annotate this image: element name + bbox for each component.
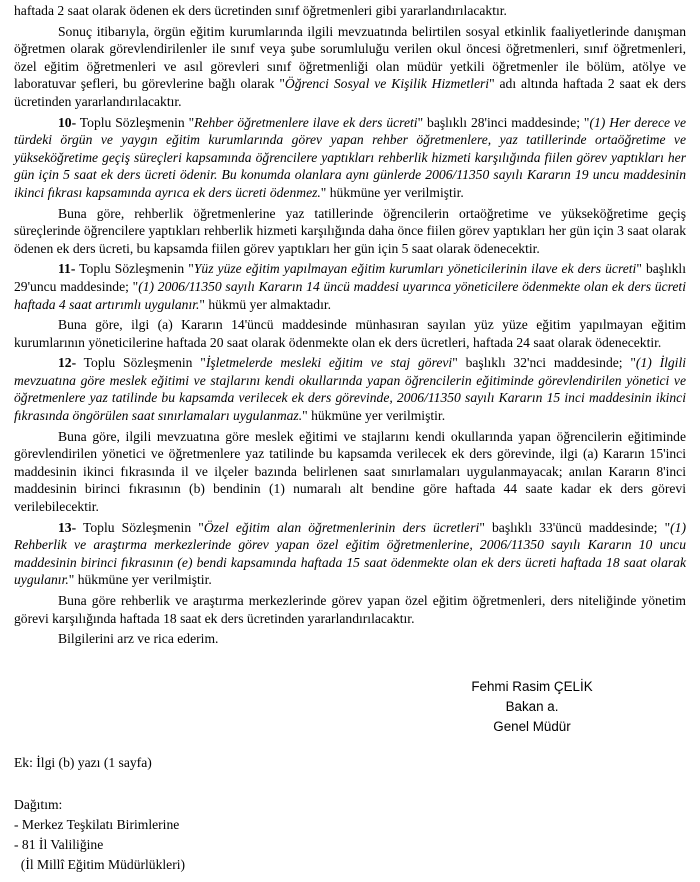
distribution-item: - Merkez Teşkilatı Birimlerine	[14, 817, 180, 832]
paragraph-item-10	[14, 114, 686, 202]
closing-line: Bilgilerini arz ve rica ederim.	[58, 631, 219, 647]
distribution-item: - 81 İl Valiliğine	[14, 837, 104, 852]
paragraph-text: " başlıklı 32'nci maddesinde; "	[452, 355, 636, 371]
paragraph-text: " hükmüne yer verilmiştir.	[320, 184, 464, 200]
paragraph-text: " hükmü yer almaktadır.	[199, 296, 332, 312]
signatory-title: Bakan a.	[505, 699, 559, 714]
italic-title: Özel eğitim alan öğretmenlerinin ders ücretleri	[203, 519, 480, 535]
italic-quote: (1) İlgili mevzuatına göre meslek eğitimi ve stajlarını kendi okullarında yapan öğrencilerin eğitiminde görevlendirilen yönetici ve öğretmenlere yaz tatilinde bu kapsamda verilecek ek ders görevinde, 2006/11350 sayılı Kararın 15 inci maddesinin ikinci fıkrasında öngörülen saat sınırlamaları uygulanmaz.	[14, 355, 687, 424]
item-number: 11-	[58, 261, 76, 277]
paragraph-text: Toplu Sözleşmenin "	[76, 355, 206, 371]
paragraph-text: Toplu Sözleşmenin "	[76, 519, 204, 535]
paragraph-text: " başlıklı 33'üncü maddesinde; "	[479, 519, 671, 535]
italic-quote: (1) Rehberlik ve araştırma merkezlerinde görev yapan özel eğitim öğretmenlerine, 2006/11350 sayılı Kararın 10 uncu maddesinin birinci fıkrasının (e) bendi kapsamında haftada 15 saat ödenmekte olan ek ders ücreti haftada 18 saat olarak uygulanır.	[14, 519, 686, 588]
paragraph-explanation: Buna göre, rehberlik öğretmenlerine yaz tatillerinde öğrencilerin ortaöğretime ve yükseköğretime geçiş süreçlerinde öğrencilere yaptıkları rehberlik hizmeti karşılığında daha önce fiilen görev yaptıkları her gün için 3 saat olarak ödenen ek ders ücreti, bu kapsamda fiilen görev yaptıkları her gün için 5 saat olarak ödenecektir.	[14, 205, 686, 256]
italic-title: Rehber öğretmenlere ilave ek ders ücreti	[194, 114, 418, 130]
italic-title: Yüz yüze eğitim yapılmayan eğitim kurumları yöneticilerinin ilave ek ders ücreti	[193, 261, 637, 277]
paragraph-explanation: Buna göre rehberlik ve araştırma merkezlerinde görev yapan özel eğitim öğretmenleri, ders niteliğinde yönetim görevi karşılığında haftada 18 saat ek ders ücretinden yararlandırılacaktır.	[14, 593, 686, 626]
paragraph-text: Sonuç itibarıyla, örgün eğitim kurumlarında ilgili mevzuatında belirtilen sosyal etkinlik faaliyetlerinde danışman öğretmen olarak görevlendirilenler ile sınıf veya şube sorumluluğu verilen okul öncesi öğretmenleri, sınıf öğretmenleri, özel eğitim öğretmenleri ve asıl görevleri sınıf öğretmenliği olan müdür yetkili öğretmenler ile bölüm, atölye ve laboratuvar şefleri, bu görevlerine bağlı olarak "	[14, 23, 686, 92]
paragraph-text: " hükmüne yer verilmiştir.	[68, 572, 212, 588]
distribution-item: (İl Millî Eğitim Müdürlükleri)	[14, 857, 186, 872]
item-number: 13-	[58, 519, 77, 535]
paragraph-text: Toplu Sözleşmenin "	[75, 261, 194, 277]
attachments-section	[14, 753, 414, 875]
paragraph-explanation: Buna göre, ilgi (a) Kararın 14'üncü maddesinde münhasıran sayılan yüz yüze eğitim yapılmayan eğitim kurumlarının yöneticilerine haftada 20 saat olarak ödenmekte olan ek ders ücretleri, haftada 24 saat olarak ödenecektir.	[14, 317, 686, 350]
italic-quote: (1) 2006/11350 sayılı Kararın 14 üncü maddesi uyarınca yöneticilere ödenmekte olan ek ders ücreti haftada 4 saat artırımlı uygulanır.	[14, 278, 686, 312]
paragraph-text: Toplu Sözleşmenin "	[76, 114, 195, 130]
distribution-title: Dağıtım:	[14, 797, 63, 812]
paragraph-item-13	[14, 519, 686, 589]
paragraph-item-12	[14, 354, 686, 424]
paragraph-text: " başlıklı 29'uncu maddesinde; "	[14, 261, 686, 294]
italic-quote: (1) Her derece ve türdeki örgün ve yaygın eğitim kurumlarında görev yapan rehber öğretmenlere, yaz tatillerinde ortaöğretime ve yükseköğretime geçiş süreçleri kapsamında öğrencilere yaptıkları rehberlik hizmeti karşılığında fiilen görev yaptıkları her gün için 5 saat ek ders ücreti ödenir. Bu konumda olanlara aynı günlerde 2006/11350 sayılı Kararın 19 uncu maddesinin ikinci fıkrası kapsamında ayrıca ek ders ücreti ödenmez.	[14, 114, 686, 200]
paragraph-continuation: haftada 2 saat olarak ödenen ek ders ücretinden sınıf öğretmenleri gibi yararlandırılacaktır.	[14, 3, 507, 18]
item-number: 10-	[58, 114, 77, 130]
document-body	[14, 2, 686, 651]
attachment-line: Ek: İlgi (b) yazı (1 sayfa)	[14, 755, 152, 770]
italic-quote: Öğrenci Sosyal ve Kişilik Hizmetleri	[284, 76, 490, 92]
item-number: 12-	[58, 355, 77, 371]
signatory-position: Genel Müdür	[493, 719, 571, 734]
paragraph-explanation: Buna göre, ilgili mevzuatına göre meslek eğitimi ve stajlarını kendi okullarında yapan öğrencilerin eğitiminde görevlendirilen yönetici ve öğretmenlere yaz tatilinde bu kapsamda verilecek ek ders görevinde, ilgi (a) Kararın 15'inci maddesinin ikinci fıkrasında il ve ilçeler bazında belirlenen saat sınırlamaları uygulanmayacak; anılan Kararın 8'inci maddesinin birinci fıkrasının (b) bendinin (1) numaralı alt bendine göre haftada 44 saate kadar ek ders görevi verilebilecektir.	[14, 428, 686, 515]
paragraph-sonuc	[14, 23, 686, 111]
paragraph-text: " başlıklı 28'inci maddesinde; "	[417, 114, 590, 130]
signature-block	[442, 677, 622, 737]
paragraph-text: " adı altında haftada 2 saat ek ders ücretinden yararlandırılacaktır.	[14, 76, 686, 109]
paragraph-text: " hükmüne yer verilmiştir.	[302, 408, 446, 424]
italic-title: İşletmelerde mesleki eğitim ve staj görevi	[205, 355, 453, 371]
signatory-name: Fehmi Rasim ÇELİK	[471, 679, 593, 694]
paragraph-item-11	[14, 260, 686, 313]
